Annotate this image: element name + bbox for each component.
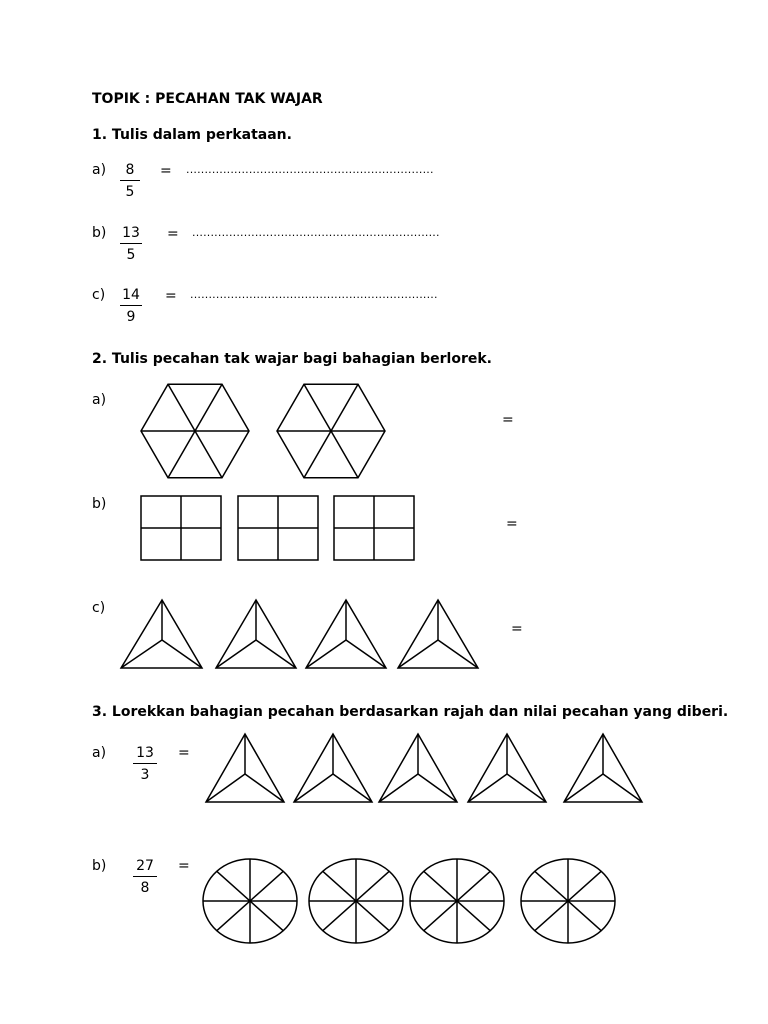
- triangle-shape: [398, 600, 478, 668]
- triangle-shape: [206, 734, 284, 802]
- q1b-numerator: 13: [120, 226, 142, 244]
- triangle-divider: [346, 640, 386, 668]
- q3b-label: b): [92, 858, 107, 874]
- triangle-divider: [438, 640, 478, 668]
- circle-shape: [410, 859, 504, 943]
- hexagon-divider: [168, 431, 195, 478]
- triangle-divider: [216, 640, 256, 668]
- q3b-equals: =: [178, 858, 190, 874]
- triangle-shape: [306, 600, 386, 668]
- triangle-divider: [245, 774, 284, 802]
- triangle-divider: [507, 774, 546, 802]
- q2c-label: c): [92, 600, 106, 616]
- triangle-divider: [468, 774, 507, 802]
- q3a-equals: =: [178, 745, 190, 761]
- triangle-shape: [121, 600, 202, 668]
- rectangle-shape: [238, 496, 318, 560]
- q1c-numerator: 14: [120, 288, 142, 306]
- triangle-divider: [162, 640, 202, 668]
- hexagon-divider: [195, 431, 222, 478]
- triangle-divider: [333, 774, 372, 802]
- q2b-equals: =: [506, 516, 518, 532]
- triangle-divider: [256, 640, 296, 668]
- triangle-divider: [398, 640, 438, 668]
- hexagon-shape: [277, 384, 385, 478]
- q1-heading: 1. Tulis dalam perkataan.: [92, 127, 292, 143]
- q2a-label: a): [92, 392, 107, 408]
- triangle-shape: [294, 734, 372, 802]
- triangle-divider: [379, 774, 418, 802]
- q1a-answer-line[interactable]: ...................................................................: [186, 163, 434, 176]
- hexagon-divider: [304, 431, 331, 478]
- rectangle-shape: [334, 496, 414, 560]
- q1c-label: c): [92, 287, 106, 303]
- triangle-divider: [206, 774, 245, 802]
- triangle-divider: [564, 774, 603, 802]
- triangle-divider: [306, 640, 346, 668]
- q1b-answer-line[interactable]: ...................................................................: [192, 226, 440, 239]
- q1c-denominator: 9: [126, 309, 136, 325]
- hexagon-divider: [331, 384, 358, 431]
- hexagon-shape: [141, 384, 249, 478]
- triangle-shape: [216, 600, 296, 668]
- q1b-label: b): [92, 225, 107, 241]
- triangle-divider: [294, 774, 333, 802]
- hexagon-divider: [331, 431, 358, 478]
- q1a-label: a): [92, 162, 107, 178]
- triangle-divider: [121, 640, 162, 668]
- q3b-numerator: 27: [133, 859, 157, 877]
- hexagon-divider: [195, 384, 222, 431]
- q1a-denominator: 5: [125, 184, 135, 200]
- hexagon-divider: [168, 384, 195, 431]
- rectangle-shape: [141, 496, 221, 560]
- triangle-divider: [418, 774, 457, 802]
- q3a-label: a): [92, 745, 107, 761]
- hexagon-divider: [304, 384, 331, 431]
- q1a-equals: =: [160, 163, 172, 179]
- q1b-equals: =: [167, 226, 179, 242]
- q3a-denominator: 3: [140, 767, 150, 783]
- q2c-equals: =: [511, 621, 523, 637]
- q3-heading: 3. Lorekkan bahagian pecahan berdasarkan rajah dan nilai pecahan yang diberi.: [92, 704, 729, 720]
- q2-heading: 2. Tulis pecahan tak wajar bagi bahagian berlorek.: [92, 351, 492, 367]
- q2b-label: b): [92, 496, 107, 512]
- q1c-equals: =: [165, 288, 177, 304]
- triangle-shape: [468, 734, 546, 802]
- page-title: TOPIK : PECAHAN TAK WAJAR: [92, 91, 323, 107]
- circle-shape: [203, 859, 297, 943]
- circle-shape: [521, 859, 615, 943]
- q3a-numerator: 13: [133, 746, 157, 764]
- triangle-shape: [379, 734, 457, 802]
- triangle-divider: [603, 774, 642, 802]
- triangle-shape: [564, 734, 642, 802]
- circle-shape: [309, 859, 403, 943]
- q2a-equals: =: [502, 412, 514, 428]
- q3b-denominator: 8: [140, 880, 150, 896]
- q1b-denominator: 5: [126, 247, 136, 263]
- q1c-answer-line[interactable]: ...................................................................: [190, 288, 438, 301]
- q1a-numerator: 8: [120, 163, 140, 181]
